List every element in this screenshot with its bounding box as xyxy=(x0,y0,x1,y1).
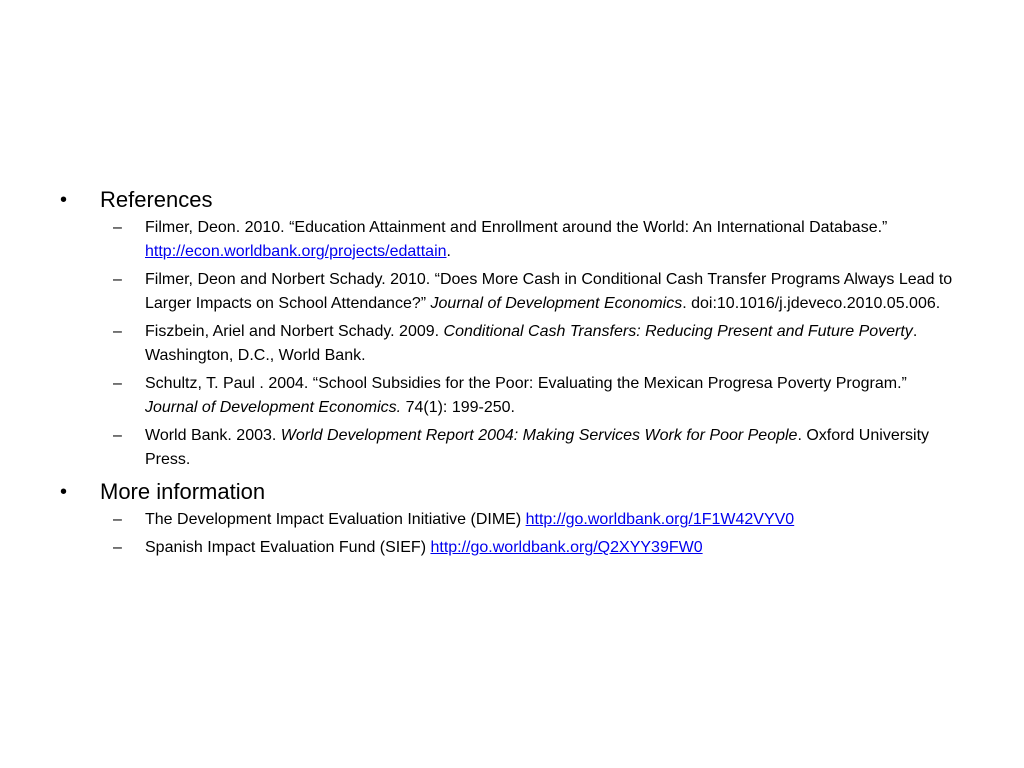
reference-text: Filmer, Deon. 2010. “Education Attainment and Enrollment around the World: An International Database.” xyxy=(145,219,888,236)
dash-icon: – xyxy=(113,427,122,444)
edattain-link[interactable]: http://econ.worldbank.org/projects/edattain xyxy=(145,243,447,260)
slide-content xyxy=(60,184,960,564)
reference-journal: Journal of Development Economics xyxy=(430,295,683,312)
reference-text-end: 74(1): 199-250. xyxy=(401,399,515,416)
more-information-heading xyxy=(60,476,960,508)
section-heading: References xyxy=(100,187,213,212)
reference-text: Filmer, Deon and Norbert Schady. 2010. “Does More Cash in Conditional Cash Transfer Programs Always Lead to Larger Impacts on School Attendance?” xyxy=(145,271,953,312)
dash-icon: – xyxy=(113,219,122,236)
reference-text: Schultz, T. Paul . 2004. “School Subsidies for the Poor: Evaluating the Mexican Progresa Poverty Program.” xyxy=(145,375,907,392)
references-list xyxy=(60,216,960,472)
dash-icon: – xyxy=(113,323,122,340)
reference-item xyxy=(60,268,960,316)
reference-item xyxy=(60,320,960,368)
reference-text: Fiszbein, Ariel and Norbert Schady. 2009. xyxy=(145,323,444,340)
reference-title: Conditional Cash Transfers: Reducing Present and Future Poverty xyxy=(443,323,913,340)
sief-link[interactable]: http://go.worldbank.org/Q2XYY39FW0 xyxy=(430,539,703,556)
info-item xyxy=(60,536,960,560)
reference-text-end: . Washington, D.C., World Bank. xyxy=(145,323,918,364)
info-text: Spanish Impact Evaluation Fund (SIEF) xyxy=(145,539,431,556)
reference-item xyxy=(60,216,960,264)
reference-item xyxy=(60,372,960,420)
bullet-icon: • xyxy=(60,481,68,503)
dash-icon: – xyxy=(113,511,122,528)
dash-icon: – xyxy=(113,271,122,288)
reference-item xyxy=(60,424,960,472)
reference-title: World Development Report 2004: Making Services Work for Poor People xyxy=(280,427,798,444)
info-item xyxy=(60,508,960,532)
more-information-list xyxy=(60,508,960,560)
reference-text-end: . doi:10.1016/j.jdeveco.2010.05.006. xyxy=(682,295,941,312)
dime-link[interactable]: http://go.worldbank.org/1F1W42VYV0 xyxy=(525,511,795,528)
section-heading: More information xyxy=(100,479,266,504)
reference-text-end: . Oxford University Press. xyxy=(145,427,930,468)
reference-text-end: . xyxy=(446,243,451,260)
dash-icon: – xyxy=(113,375,122,392)
reference-text: World Bank. 2003. xyxy=(145,427,281,444)
reference-journal: Journal of Development Economics. xyxy=(145,399,402,416)
bullet-icon: • xyxy=(60,189,68,211)
references-heading xyxy=(60,184,960,216)
info-text: The Development Impact Evaluation Initiative (DIME) xyxy=(145,511,526,528)
dash-icon: – xyxy=(113,539,122,556)
